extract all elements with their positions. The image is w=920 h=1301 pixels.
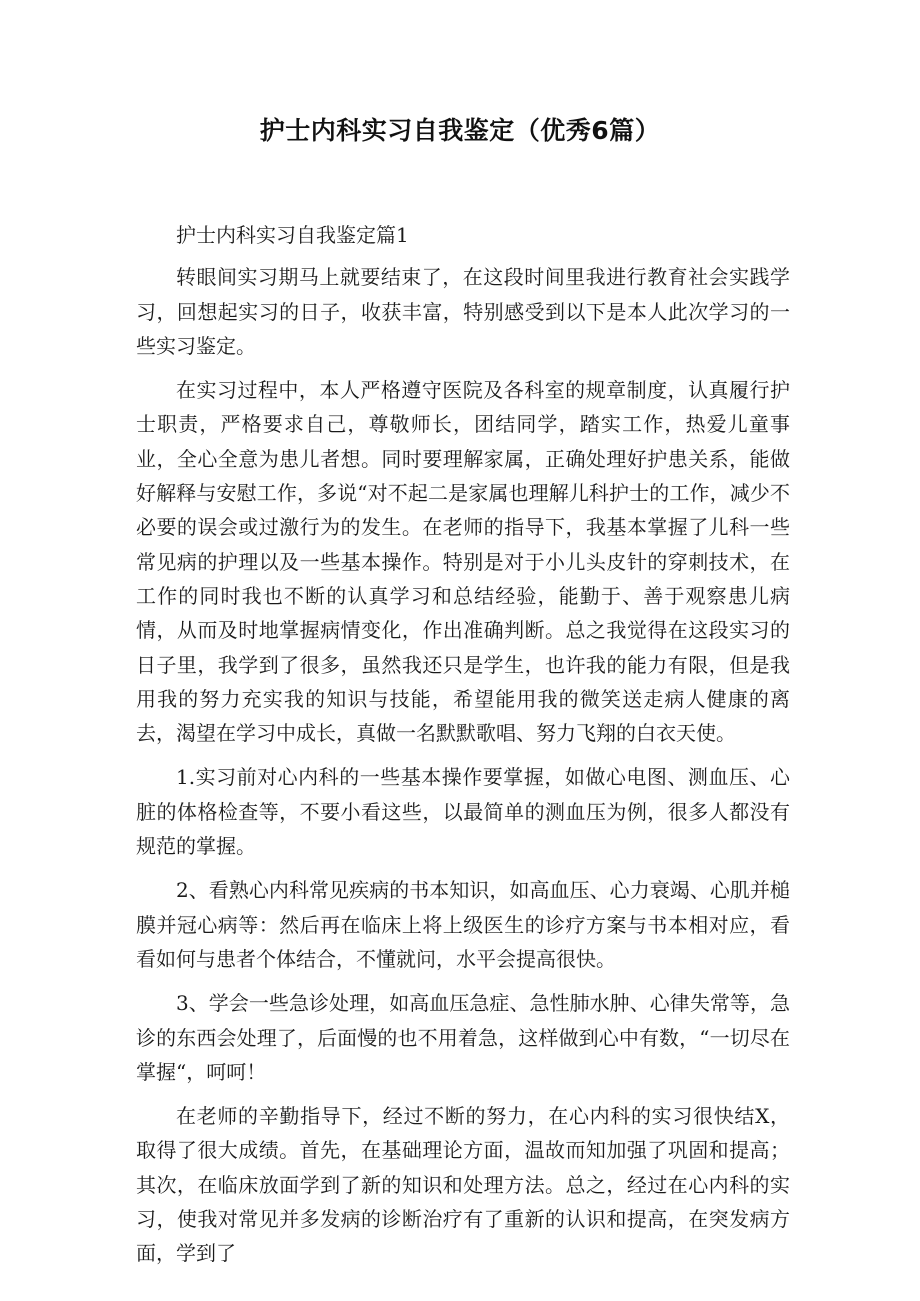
paragraph: 在老师的辛勤指导下，经过不断的努力，在心内科的实习很快结X，取得了很大成绩。首先，在基础理论方面，温故而知加强了巩固和提高；其次，在临床放面学到了新的知识和处理方法。总之，经过在心内科的实习，使我对常见并多发病的诊断治疗有了重新的认识和提高，在突发病方面，学到了 [136,1104,790,1266]
paragraph: 1.实习前对心内科的一些基本操作要掌握，如做心电图、测血压、心脏的体格检查等，不要小看这些，以最简单的测血压为例，很多人都没有规范的掌握。 [136,765,790,859]
paragraph: 2、看熟心内科常见疾病的书本知识，如高血压、心力衰竭、心肌并槌膜并冠心病等：然后再在临床上将上级医生的诊疗方案与书本相对应，看看如何与患者个体结合，不懂就问，水平会提高很快。 [136,878,790,971]
paragraph: 3、学会一些急诊处理，如高血压急症、急性肺水肿、心律失常等，急诊的东西会处理了，后面慢的也不用着急，这样做到心中有数，“一切尽在掌握“，呵呵！ [136,991,790,1084]
document-body [136,218,790,1271]
paragraph: 转眼间实习期马上就要结束了，在这段时间里我进行教育社会实践学习，回想起实习的日子，收获丰富，特别感受到以下是本人此次学习的一些实习鉴定。 [136,265,790,358]
paragraph: 在实习过程中，本人严格遵守医院及各科室的规章制度，认真履行护士职责，严格要求自己，尊敬师长，团结同学，踏实工作，热爱儿童事业，全心全意为患儿者想。同时要理解家属，正确处理好护患关系，能做好解释与安慰工作，多说“对不起二是家属也理解儿科护士的工作，减少不必要的误会或过激行为的发生。在老师的指导下，我基本掌握了儿科一些常见病的护理以及一些基本操作。特别是对于小儿头皮针的穿刺技术，在工作的同时我也不断的认真学习和总结经验，能勤于、善于观察患儿病情，从而及时地掌握病情变化，作出准确判断。总之我觉得在这段实习的日子里，我学到了很多，虽然我还只是学生，也许我的能力有限，但是我用我的努力充实我的知识与技能，希望能用我的微笑送走病人健康的离去，渴望在学习中成长，真做一名默默歌唱、努力飞翔的白衣天使。 [136,378,790,746]
document-title: 护士内科实习自我鉴定（优秀6篇） [259,116,661,145]
section-heading: 护士内科实习自我鉴定篇1 [176,223,409,247]
